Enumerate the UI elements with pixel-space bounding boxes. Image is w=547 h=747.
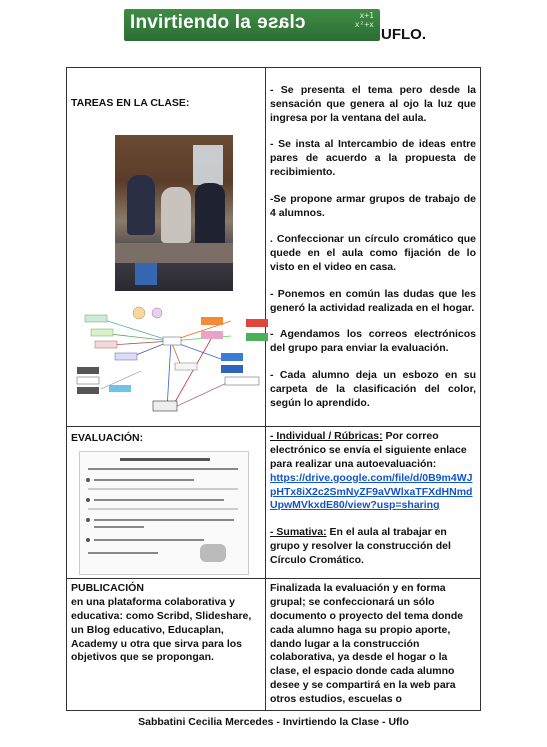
tareas-item: . Confeccionar un círculo cromático que quede en el aula como fijación de lo visto en el video en casa. — [270, 233, 476, 273]
publicacion-description: en una plataforma colaborativa y educativa: como Scribd, Slideshare, un Blog educativo, Educaplan, Academy u otra que sirva para los objetivos que se propongan. — [71, 596, 252, 664]
section-title-publicacion: PUBLICACIÓN — [71, 582, 144, 595]
row-tareas — [67, 68, 481, 427]
sumativa-text: En el aula al trabajar en grupo y resolver la construcción del Círculo Cromático. — [270, 526, 451, 566]
autoevaluacion-link[interactable]: https://drive.google.com/file/d/0B9m4WJpHTx8iX2c2SmNyZF9aVWlxaTFXdHNmdUpwMVkxdE80/view?usp=sharing — [270, 471, 473, 512]
banner-title: Invirtiendo la clase — [130, 12, 306, 33]
banner-mirrored-word: clase — [256, 12, 306, 33]
row-publicacion — [67, 579, 481, 710]
individual-label: - Individual / Rúbricas: — [270, 430, 383, 443]
tareas-item: - Cada alumno deja un esbozo en su carpeta de la clasificación del color, según lo aprendido. — [270, 368, 476, 409]
evaluacion-individual — [270, 430, 476, 471]
evaluacion-sumativa — [270, 526, 476, 567]
banner-logo — [124, 9, 380, 41]
cell-tareas-left — [67, 68, 266, 427]
brand-name: UFLO. — [381, 26, 426, 43]
tareas-item: - Se presenta el tema pero desde la sensación que genera al ojo la luz que ingresa por la ventana del aula. — [270, 84, 476, 124]
banner-formula: x+1 x²+x — [354, 11, 374, 29]
tareas-item: - Agendamos los correos electrónicos del grupo para enviar la evaluación. — [270, 328, 476, 355]
cell-evaluacion-left — [67, 427, 266, 579]
row-evaluacion — [67, 427, 481, 579]
cell-evaluacion-right — [266, 427, 481, 579]
classroom-photo — [115, 135, 233, 291]
page-footer: Sabbatini Cecilia Mercedes - Invirtiendo la Clase - Uflo — [138, 716, 409, 728]
sumativa-label: - Sumativa: — [270, 526, 327, 539]
section-title-tareas: TAREAS EN LA CLASE: — [71, 97, 190, 109]
evaluation-worksheet-image — [79, 451, 249, 575]
individual-text: Por correo electrónico se envía el siguiente enlace para realizar una autoevaluación: — [270, 430, 467, 470]
tareas-item: -Se propone armar grupos de trabajo de 4 alumnos. — [270, 192, 476, 219]
lesson-table — [66, 67, 481, 711]
cell-publicacion-right — [266, 579, 481, 710]
publicacion-detail: Finalizada la evaluación y en forma grupal; se confeccionará un sólo documento o proyecto del tema donde cada alumno haga su propio aporte, dando lugar a la construcción colaborativa, ya desde el hogar o la clase, el espacio donde cada alumno desee y se compartirá en la web para otros estudios, escuelas o — [270, 582, 464, 705]
tareas-item: - Ponemos en común las dudas que les generó la actividad realizada en el hogar. — [270, 287, 476, 314]
mindmap-diagram — [71, 301, 271, 413]
section-title-evaluacion: EVALUACIÓN: — [71, 432, 144, 445]
tareas-item: - Se insta al Intercambio de ideas entre pares de acuerdo a la propuesta de recibimiento. — [270, 138, 476, 178]
cell-publicacion-left — [67, 579, 266, 710]
cell-tareas-right — [266, 68, 481, 427]
